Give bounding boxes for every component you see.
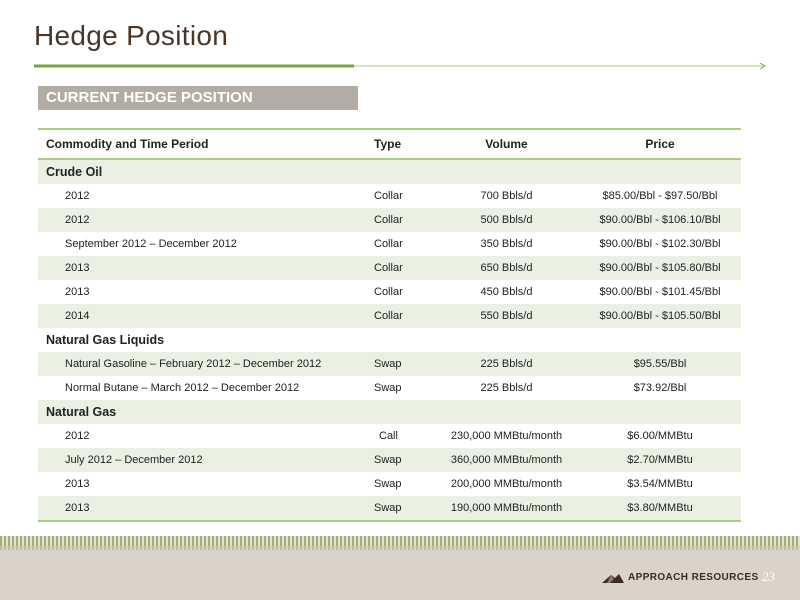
cell-period: September 2012 – December 2012 (65, 238, 237, 250)
table-row (38, 352, 741, 376)
cell-volume: 550 Bbls/d (480, 310, 533, 322)
header-price: Price (645, 137, 675, 151)
cell-period: Natural Gasoline – February 2012 – December 2012 (65, 358, 322, 370)
footer-stripes-secondary (0, 546, 800, 550)
cell-volume: 350 Bbls/d (480, 238, 533, 250)
cell-price: $95.55/Bbl (633, 358, 687, 370)
table-row (38, 280, 741, 304)
title-rule (34, 63, 766, 69)
cell-type: Swap (374, 454, 402, 466)
cell-price: $90.00/Bbl - $102.30/Bbl (599, 238, 721, 250)
cell-period: 2013 (65, 286, 90, 298)
footer-stripes (0, 536, 800, 546)
cell-type: Swap (374, 358, 402, 370)
cell-price: $73.92/Bbl (633, 382, 687, 394)
group-row-crude-oil (38, 160, 741, 184)
cell-price: $90.00/Bbl - $105.80/Bbl (599, 262, 721, 274)
company-name: APPROACH RESOURCES (628, 572, 759, 583)
cell-period: 2013 (65, 502, 90, 514)
cell-volume: 360,000 MMBtu/month (450, 454, 563, 466)
group-label: Natural Gas (46, 405, 117, 419)
table-row (38, 256, 741, 280)
cell-price: $3.80/MMBtu (627, 502, 693, 514)
cell-volume: 700 Bbls/d (480, 190, 533, 202)
cell-price: $85.00/Bbl - $97.50/Bbl (602, 190, 718, 202)
table-row (38, 208, 741, 232)
table-row (38, 304, 741, 328)
cell-type: Call (379, 430, 398, 442)
page-title: Hedge Position (34, 20, 229, 51)
cell-type: Swap (374, 502, 402, 514)
cell-price: $2.70/MMBtu (627, 454, 693, 466)
group-label: Crude Oil (46, 165, 103, 179)
mountain-logo-icon (602, 573, 624, 583)
page-number: 23 (762, 569, 775, 584)
table-header-row (38, 130, 741, 160)
cell-period: July 2012 – December 2012 (65, 454, 203, 466)
cell-price: $6.00/MMBtu (627, 430, 693, 442)
table-row (38, 424, 741, 448)
cell-period: 2013 (65, 478, 90, 490)
table-row (38, 376, 741, 400)
table-row (38, 232, 741, 256)
cell-volume: 190,000 MMBtu/month (450, 502, 563, 514)
table-row (38, 472, 741, 496)
cell-price: $3.54/MMBtu (627, 478, 693, 490)
table-row (38, 496, 741, 520)
cell-type: Collar (374, 310, 403, 322)
cell-type: Collar (374, 214, 403, 226)
hedge-table (38, 128, 741, 522)
group-row-natural-gas (38, 400, 741, 424)
cell-volume: 200,000 MMBtu/month (450, 478, 563, 490)
header-commodity: Commodity and Time Period (46, 137, 209, 151)
cell-price: $90.00/Bbl - $105.50/Bbl (599, 310, 721, 322)
table-row (38, 448, 741, 472)
cell-type: Collar (374, 190, 403, 202)
cell-volume: 230,000 MMBtu/month (450, 430, 563, 442)
header-volume: Volume (485, 137, 528, 151)
cell-type: Collar (374, 238, 403, 250)
cell-period: 2013 (65, 262, 90, 274)
cell-price: $90.00/Bbl - $106.10/Bbl (599, 214, 721, 226)
group-row-natural-gas-liquids (38, 328, 741, 352)
cell-period: 2012 (65, 190, 90, 202)
cell-type: Swap (374, 478, 402, 490)
cell-period: Normal Butane – March 2012 – December 2012 (65, 382, 300, 394)
cell-type: Swap (374, 382, 402, 394)
cell-price: $90.00/Bbl - $101.45/Bbl (599, 286, 721, 298)
group-label: Natural Gas Liquids (46, 333, 165, 347)
cell-volume: 225 Bbls/d (480, 382, 533, 394)
section-banner: CURRENT HEDGE POSITION (38, 86, 358, 110)
cell-volume: 225 Bbls/d (480, 358, 533, 370)
cell-period: 2012 (65, 430, 90, 442)
cell-type: Collar (374, 286, 403, 298)
cell-volume: 450 Bbls/d (480, 286, 533, 298)
title-rule-thick (34, 65, 354, 68)
cell-volume: 500 Bbls/d (480, 214, 533, 226)
cell-volume: 650 Bbls/d (480, 262, 533, 274)
company-logo (602, 572, 759, 583)
cell-period: 2014 (65, 310, 90, 322)
cell-period: 2012 (65, 214, 90, 226)
cell-type: Collar (374, 262, 403, 274)
header-type: Type (374, 137, 402, 151)
table-row (38, 184, 741, 208)
